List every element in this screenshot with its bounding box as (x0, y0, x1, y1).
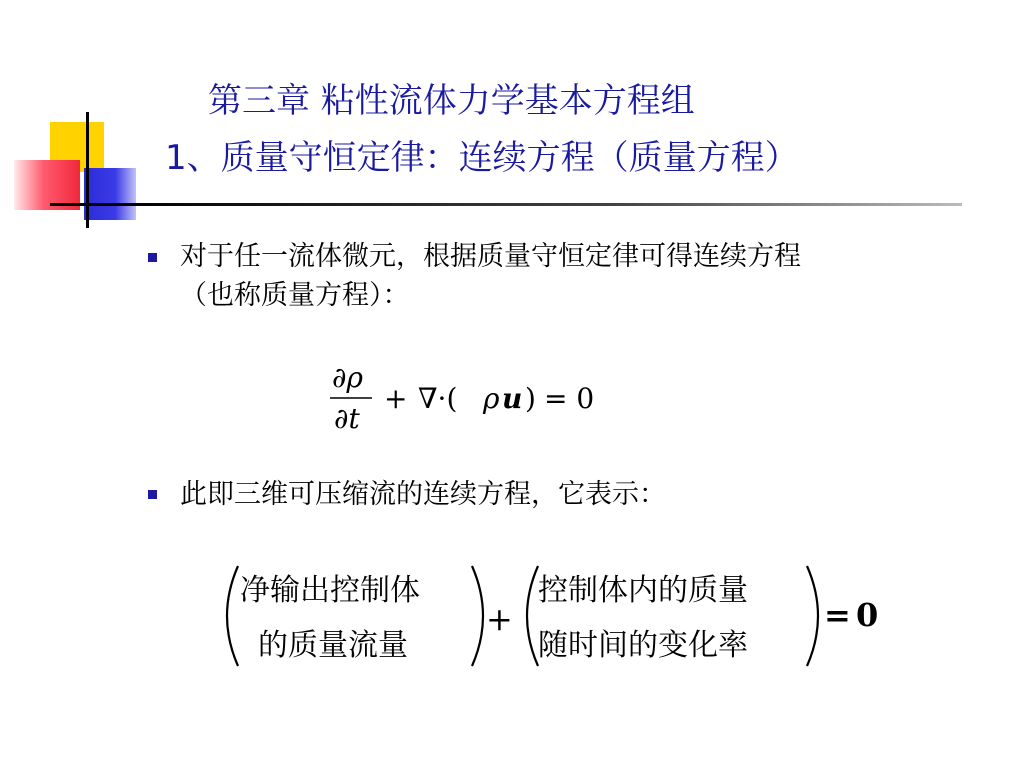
eq1-numerator: ∂ρ (332, 361, 363, 394)
bullet1-text-line1: 对于任一流体微元，根据质量守恒定律可得连续方程 (180, 241, 801, 272)
eq1-rho: ρ (483, 382, 500, 415)
eq2-zero: 0 (856, 596, 879, 634)
eq1-close-paren: ) (525, 382, 536, 415)
bullet-square-icon (148, 490, 157, 499)
slide-title-line2: 1、质量守恒定律：连续方程（质量方程） (165, 138, 799, 178)
eq2-equals: = (824, 596, 851, 634)
slide-title-line1: 第三章 粘性流体力学基本方程组 (208, 81, 695, 121)
mass-balance-equation (210, 560, 890, 675)
logo-vertical-line (86, 112, 89, 228)
eq1-equals-zero: = 0 (544, 382, 595, 415)
eq1-u: u (502, 382, 523, 415)
continuity-equation (320, 360, 620, 440)
eq2-right-close-paren (807, 566, 818, 666)
title-underline (112, 203, 962, 206)
eq1-nabla-dot: ∇·( (418, 382, 458, 415)
logo-blue-square (84, 168, 136, 220)
eq1-denominator: ∂t (334, 402, 360, 435)
eq2-left-line1: 净输出控制体 (240, 573, 420, 608)
eq1-plus: + (384, 382, 408, 415)
eq2-right-line2: 随时间的变化率 (538, 628, 748, 663)
eq2-left-line2: 的质量流量 (258, 628, 408, 663)
eq2-right-open-paren (527, 566, 538, 666)
eq2-right-line1: 控制体内的质量 (538, 573, 748, 608)
bullet2-text: 此即三维可压缩流的连续方程，它表示： (180, 479, 666, 510)
bullet1-text-line2: （也称质量方程）： (180, 280, 410, 311)
bullet-square-icon (148, 253, 157, 262)
eq2-left-open-paren (227, 566, 238, 666)
eq2-left-close-paren (472, 566, 483, 666)
eq2-plus: + (486, 600, 513, 638)
